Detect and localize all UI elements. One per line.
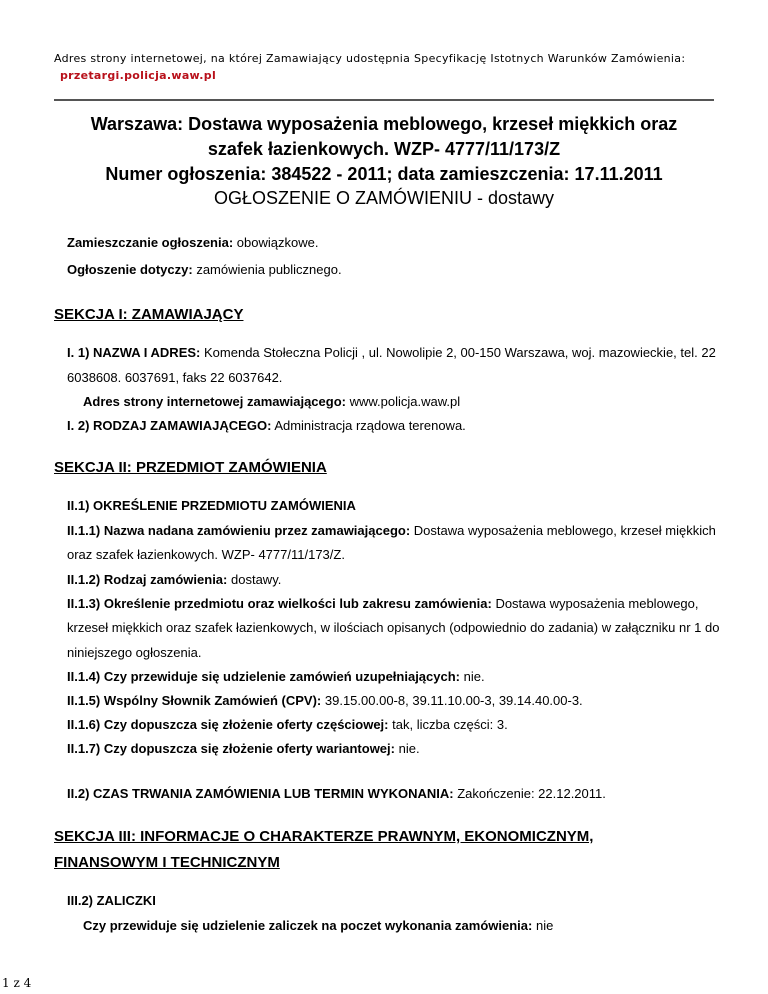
ii16-row bbox=[67, 717, 508, 733]
announcement-type: OGŁOSZENIE O ZAMÓWIENIU - dostawy bbox=[213, 188, 555, 208]
web-row bbox=[83, 394, 460, 410]
ii12-row bbox=[67, 572, 281, 588]
ii12-value: dostawy. bbox=[231, 572, 282, 587]
ii13-row bbox=[67, 596, 699, 612]
ii2-value: Zakończenie: 22.12.2011. bbox=[457, 786, 606, 801]
ii2-row bbox=[67, 786, 606, 802]
announcement-number: Numer ogłoszenia: 384522 - 2011; data zamieszczenia: 17.11.2011 bbox=[105, 164, 663, 184]
ii14-value: nie. bbox=[463, 669, 485, 684]
ii14-row bbox=[67, 669, 485, 685]
ii13-value: Dostawa wyposażenia meblowego, bbox=[495, 596, 699, 611]
concerns-row bbox=[67, 262, 342, 278]
ii13-label: II.1.3) Określenie przedmiotu oraz wielkości lub zakresu zamówienia: bbox=[67, 596, 492, 611]
ii15-value: 39.15.00.00-8, 39.11.10.00-3, 39.14.40.00-3. bbox=[324, 693, 583, 708]
ii15-row bbox=[67, 693, 583, 709]
concerns-label: Ogłoszenie dotyczy: bbox=[67, 262, 193, 277]
ii11-row-cont: oraz szafek łazienkowych. WZP- 4777/11/173/Z. bbox=[67, 547, 345, 562]
ii16-value: tak, liczba części: 3. bbox=[392, 717, 508, 732]
ii11-value: Dostawa wyposażenia meblowego, krzeseł miękkich bbox=[413, 523, 716, 538]
section-3-heading-line-1: SEKCJA III: INFORMACJE O CHARAKTERZE PRAWNYM, EKONOMICZNYM, bbox=[54, 828, 594, 845]
section-2-heading: SEKCJA II: PRZEDMIOT ZAMÓWIENIA bbox=[54, 459, 327, 476]
ii12-label: II.1.2) Rodzaj zamówienia: bbox=[67, 572, 228, 587]
placement-label: Zamieszczanie ogłoszenia: bbox=[67, 235, 234, 250]
i1-row bbox=[67, 345, 716, 361]
ii17-row bbox=[67, 741, 420, 757]
section-3-heading-line-2: FINANSOWYM I TECHNICZNYM bbox=[54, 854, 280, 871]
ii13-row-cont-1: krzeseł miękkich oraz szafek łazienkowych, w ilościach opisanych (odpowiednio do zadania) w załączniku nr 1 do bbox=[67, 620, 720, 635]
header-divider bbox=[54, 99, 714, 101]
i1-value: Komenda Stołeczna Policji , ul. Nowolipie 2, 00-150 Warszawa, woj. mazowieckie, tel. 22 bbox=[204, 345, 716, 360]
advance-row bbox=[83, 918, 553, 934]
i2-value: Administracja rządowa terenowa. bbox=[274, 418, 466, 433]
ii16-label: II.1.6) Czy dopuszcza się złożenie oferty częściowej: bbox=[67, 717, 389, 732]
ii17-label: II.1.7) Czy dopuszcza się złożenie oferty wariantowej: bbox=[67, 741, 395, 756]
title-line-1: Warszawa: Dostawa wyposażenia meblowego, krzeseł miękkich oraz bbox=[90, 114, 678, 134]
siwz-url-link[interactable]: przetargi.policja.waw.pl bbox=[60, 69, 217, 82]
i2-label: I. 2) RODZAJ ZAMAWIAJĄCEGO: bbox=[67, 418, 272, 433]
ii1-row bbox=[67, 498, 356, 514]
ii15-label: II.1.5) Wspólny Słownik Zamówień (CPV): bbox=[67, 693, 322, 708]
iii2-label: III.2) ZALICZKI bbox=[67, 893, 156, 908]
ii17-value: nie. bbox=[398, 741, 420, 756]
ii1-label: II.1) OKREŚLENIE PRZEDMIOTU ZAMÓWIENIA bbox=[67, 498, 356, 513]
page-number: 1 z 4 bbox=[2, 976, 32, 990]
concerns-value: zamówienia publicznego. bbox=[196, 262, 342, 277]
title-line-2: szafek łazienkowych. WZP- 4777/11/173/Z bbox=[207, 139, 561, 159]
ii13-row-cont-2: niniejszego ogłoszenia. bbox=[67, 645, 202, 660]
ii11-label: II.1.1) Nazwa nadana zamówieniu przez zamawiającego: bbox=[67, 523, 411, 538]
i1-label: I. 1) NAZWA I ADRES: bbox=[67, 345, 201, 360]
section-1-heading: SEKCJA I: ZAMAWIAJĄCY bbox=[54, 306, 244, 323]
iii2-row bbox=[67, 893, 156, 909]
placement-row bbox=[67, 235, 318, 251]
web-value: www.policja.waw.pl bbox=[349, 394, 461, 409]
siwz-address-note: Adres strony internetowej, na której Zamawiający udostępnia Specyfikację Istotnych Warunków Zamówienia: bbox=[54, 52, 686, 65]
placement-value: obowiązkowe. bbox=[236, 235, 319, 250]
i2-row bbox=[67, 418, 466, 434]
advance-value: nie bbox=[535, 918, 554, 933]
advance-label: Czy przewiduje się udzielenie zaliczek na poczet wykonania zamówienia: bbox=[83, 918, 533, 933]
ii11-row bbox=[67, 523, 716, 539]
web-label: Adres strony internetowej zamawiającego: bbox=[83, 394, 346, 409]
ii14-label: II.1.4) Czy przewiduje się udzielenie zamówień uzupełniających: bbox=[67, 669, 460, 684]
i1-row-cont: 6038608. 6037691, faks 22 6037642. bbox=[67, 370, 283, 385]
ii2-label: II.2) CZAS TRWANIA ZAMÓWIENIA LUB TERMIN WYKONANIA: bbox=[67, 786, 454, 801]
